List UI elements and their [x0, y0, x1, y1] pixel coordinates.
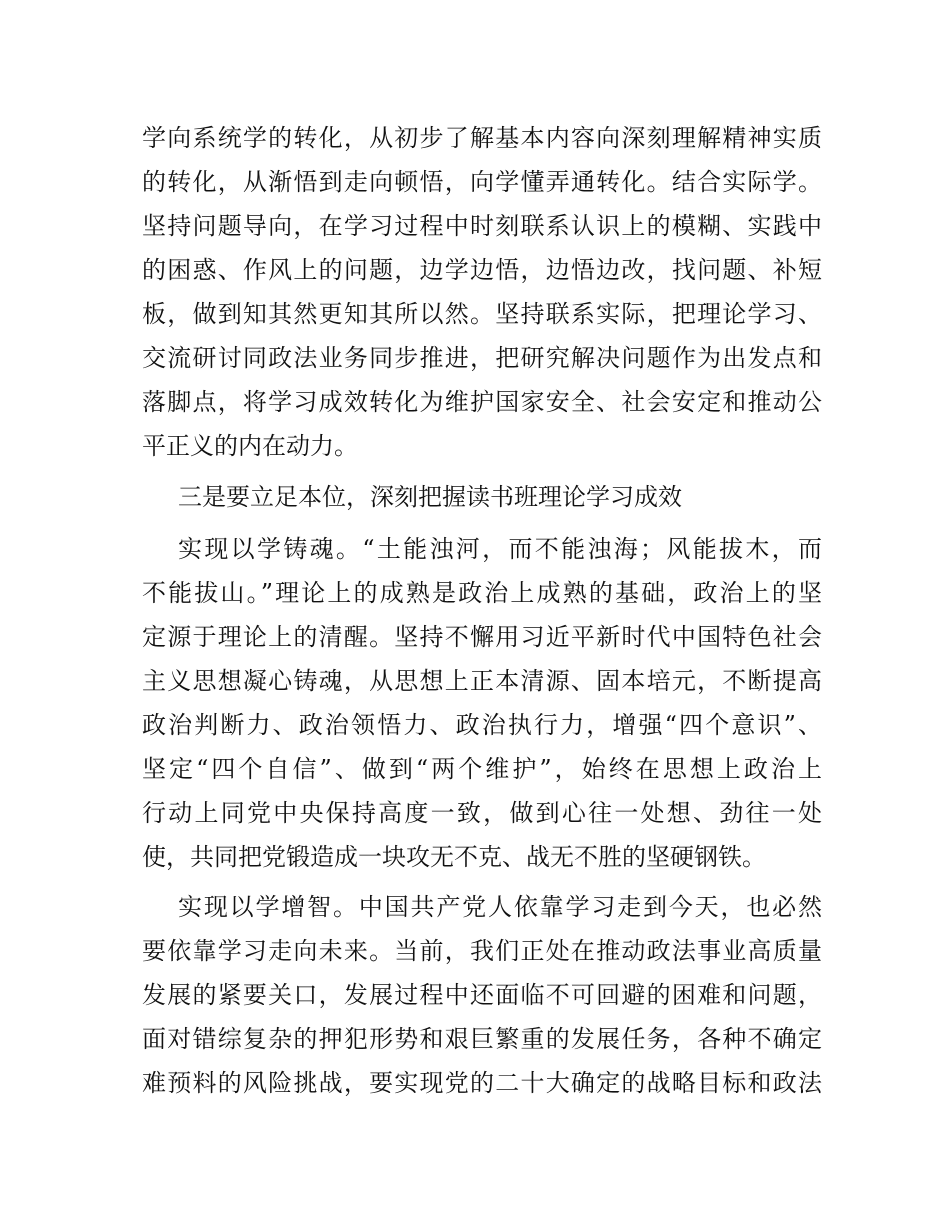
text-line: 板，做到知其然更知其所以然。坚持联系实际，把理论学习、 — [142, 300, 822, 328]
text-line: 主义思想凝心铸魂，从思想上正本清源、固本培元，不断提高 — [142, 667, 822, 695]
text-line: 要依靠学习走向未来。当前，我们正处在推动政法事业高质量 — [142, 937, 822, 965]
text-line: 坚持问题导向，在学习过程中时刻联系认识上的模糊、实践中 — [142, 212, 822, 240]
text-line: 的转化，从渐悟到走向顿悟，向学懂弄通转化。结合实际学。 — [142, 168, 822, 196]
text-line: 难预料的风险挑战，要实现党的二十大确定的战略目标和政法 — [142, 1069, 822, 1097]
text-line: 面对错综复杂的押犯形势和艰巨繁重的发展任务，各种不确定 — [142, 1025, 822, 1053]
section-heading: 三是要立足本位，深刻把握读书班理论学习成效 — [178, 483, 682, 511]
text-line: 实现以学增智。中国共产党人依靠学习走到今天，也必然 — [178, 893, 822, 921]
text-line: 学向系统学的转化，从初步了解基本内容向深刻理解精神实质 — [142, 124, 822, 152]
text-line: 政治判断力、政治领悟力、政治执行力，增强“四个意识”、 — [142, 711, 822, 739]
text-line: 坚定“四个自信”、做到“两个维护”，始终在思想上政治上 — [142, 755, 822, 783]
text-line: 使，共同把党锻造成一块攻无不克、战无不胜的坚硬钢铁。 — [142, 843, 766, 871]
text-line: 实现以学铸魂。“土能浊河，而不能浊海；风能拔木，而 — [178, 535, 822, 563]
text-line: 行动上同党中央保持高度一致，做到心往一处想、劲往一处 — [142, 799, 822, 827]
text-line: 不能拔山。”理论上的成熟是政治上成熟的基础，政治上的坚 — [142, 579, 822, 607]
text-line: 定源于理论上的清醒。坚持不懈用习近平新时代中国特色社会 — [142, 623, 822, 651]
text-line: 落脚点，将学习成效转化为维护国家安全、社会安定和推动公 — [142, 388, 822, 416]
text-line: 交流研讨同政法业务同步推进，把研究解决问题作为出发点和 — [142, 344, 822, 372]
text-line: 的困惑、作风上的问题，边学边悟，边悟边改，找问题、补短 — [142, 256, 822, 284]
text-line: 平正义的内在动力。 — [142, 432, 358, 460]
text-line: 发展的紧要关口，发展过程中还面临不可回避的困难和问题， — [142, 981, 822, 1009]
